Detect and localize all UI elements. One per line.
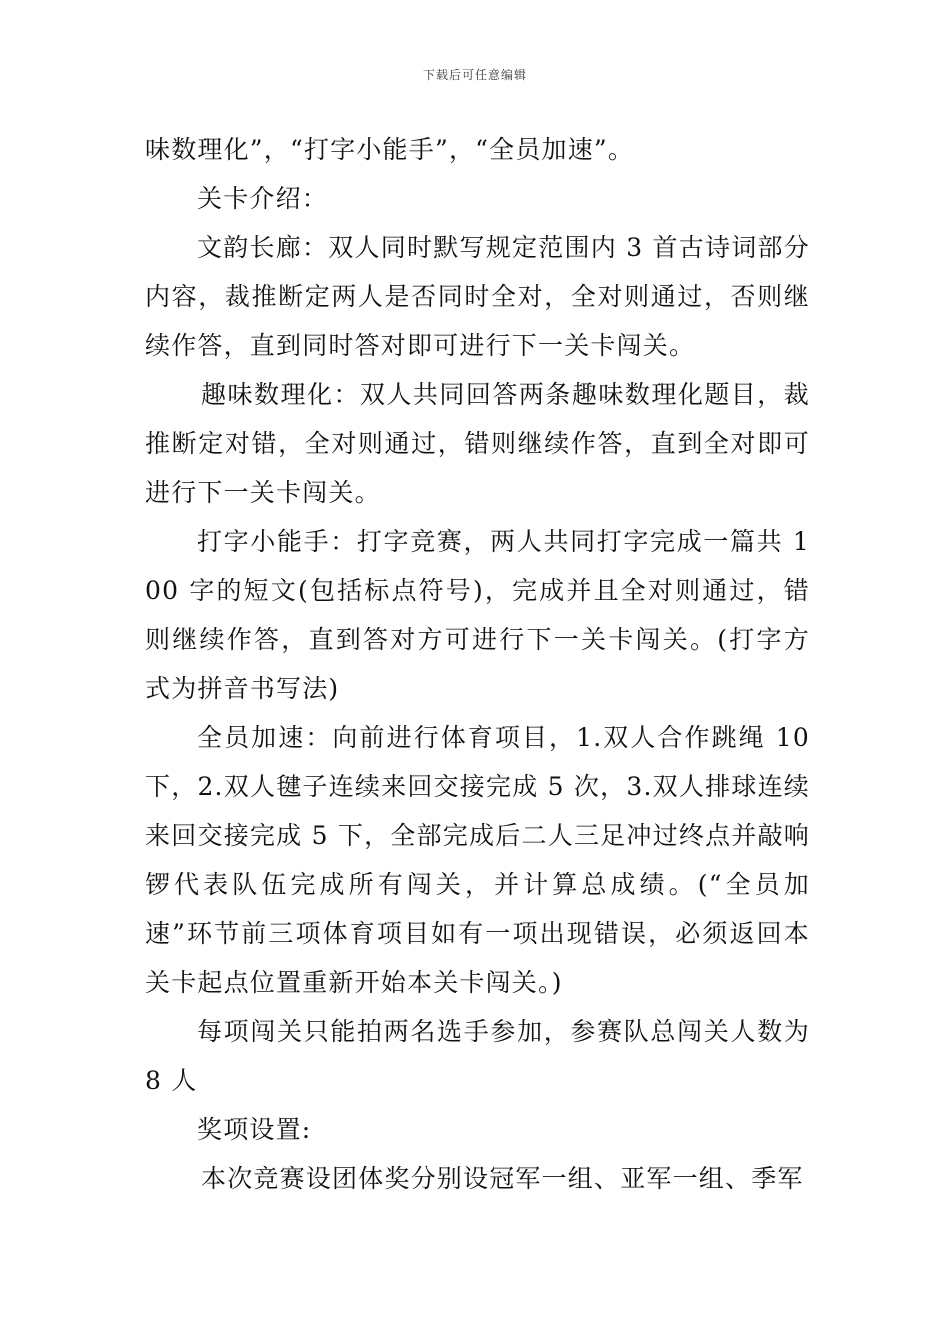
section-heading-awards: 奖项设置:: [197, 1115, 312, 1144]
paragraph-participants: 每项闯关只能拍两名选手参加，参赛队总闯关人数为 8 人: [145, 1017, 810, 1095]
paragraph-awards: 本次竞赛设团体奖分别设冠军一组、亚军一组、季军: [201, 1164, 804, 1193]
paragraph-continuation: 味数理化”，“打字小能手”，“全员加速”。: [145, 135, 635, 164]
paragraph-full-speed: 全员加速：向前进行体育项目，1.双人合作跳绳 10 下，2.双人毽子连续来回交接完成 5 次，3.双人排球连续来回交接完成 5 下，全部完成后二人三足冲过终点并敲响锣代表队伍完成所有闯关，并计算总成绩。(“全员加速”环节前三项体育项目如有一项出现错误，必须返回本关卡起点位置重新开始本关卡闯关。): [145, 723, 810, 997]
page-header: 下载后可任意编辑: [422, 68, 527, 82]
paragraph-typing-expert: 打字小能手：打字竞赛，两人共同打字完成一篇共 100 字的短文(包括标点符号)，完成并且全对则通过，错则继续作答，直到答对方可进行下一关卡闯关。(打字方式为拼音书写法): [145, 527, 810, 703]
document-body: [145, 125, 810, 1203]
paragraph-fun-math-science: 趣味数理化：双人共同回答两条趣味数理化题目，裁推断定对错，全对则通过，错则继续作答，直到全对即可进行下一关卡闯关。: [145, 380, 810, 507]
paragraph-wenyun-corridor: 文韵长廊：双人同时默写规定范围内 3 首古诗词部分内容，裁推断定两人是否同时全对，全对则通过，否则继续作答，直到同时答对即可进行下一关卡闯关。: [145, 233, 810, 360]
section-heading-levels: 关卡介绍：: [197, 184, 329, 213]
